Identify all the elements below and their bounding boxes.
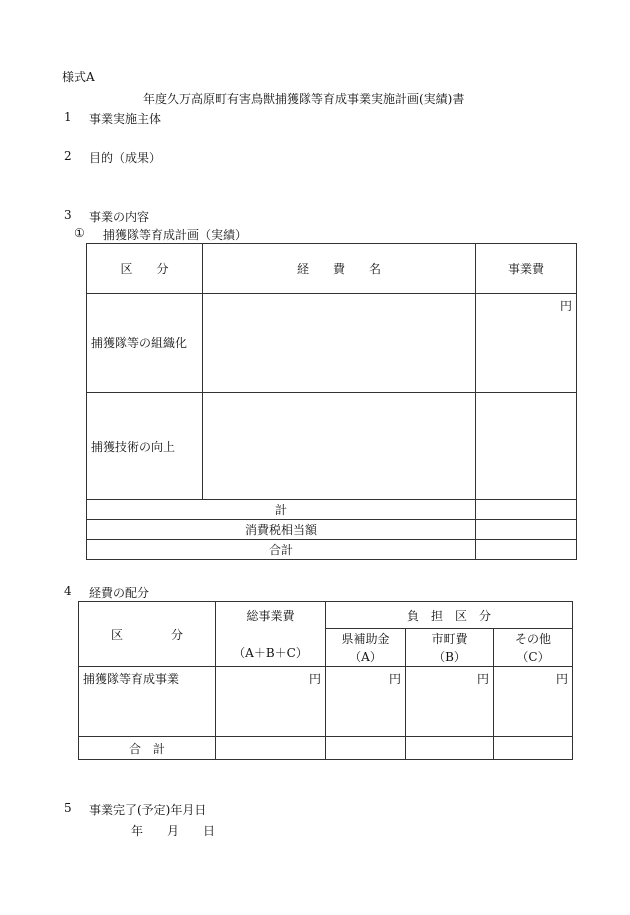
allocation-header-other bbox=[494, 629, 573, 667]
allocation-header-municipal bbox=[406, 629, 494, 667]
allocation-total-sum[interactable] bbox=[216, 737, 326, 760]
plan-row-organization-cost[interactable] bbox=[476, 294, 577, 393]
yen-unit: 円 bbox=[476, 672, 489, 686]
allocation-table bbox=[78, 601, 573, 760]
plan-tax-value[interactable] bbox=[476, 520, 577, 540]
subsection-1-title: 捕獲隊等育成計画（実績） bbox=[103, 228, 248, 242]
section-5-number: 5 bbox=[64, 801, 72, 815]
plan-row-organization: 捕獲隊等の組織化 bbox=[87, 294, 203, 393]
allocation-total-label: 合 計 bbox=[79, 737, 216, 760]
section-4-number: 4 bbox=[64, 584, 72, 598]
plan-row-technique-cost[interactable] bbox=[476, 393, 577, 500]
other-label: その他 bbox=[515, 631, 552, 646]
prefecture-label: 県補助金 bbox=[341, 631, 390, 646]
document-title: 年度久万高原町有害鳥獣捕獲隊等育成事業実施計画(実績)書 bbox=[143, 92, 465, 106]
allocation-header-total bbox=[216, 602, 326, 667]
allocation-header-total-formula: （A＋B＋C） bbox=[233, 646, 308, 660]
municipal-label: 市町費 bbox=[431, 631, 468, 646]
allocation-row-other[interactable] bbox=[494, 667, 573, 737]
section-1-title: 事業実施主体 bbox=[89, 112, 162, 126]
yen-unit: 円 bbox=[308, 672, 321, 686]
section-2-title: 目的（成果） bbox=[89, 151, 162, 165]
yen-unit: 円 bbox=[556, 672, 569, 686]
plan-row-organization-expense[interactable] bbox=[203, 294, 476, 393]
section-5-title: 事業完了(予定)年月日 bbox=[89, 803, 207, 817]
plan-total-label: 合計 bbox=[87, 540, 476, 560]
allocation-row-total[interactable] bbox=[216, 667, 326, 737]
allocation-header-total-label: 総事業費 bbox=[246, 609, 295, 623]
allocation-total-prefecture[interactable] bbox=[326, 737, 406, 760]
plan-row-technique: 捕獲技術の向上 bbox=[87, 393, 203, 500]
plan-row-technique-expense[interactable] bbox=[203, 393, 476, 500]
section-3-number: 3 bbox=[64, 208, 72, 222]
subsection-1-number: ① bbox=[74, 226, 85, 240]
allocation-total-municipal[interactable] bbox=[406, 737, 494, 760]
plan-header-expense-name: 経 費 名 bbox=[203, 244, 476, 294]
plan-subtotal-value[interactable] bbox=[476, 500, 577, 520]
prefecture-code: （A） bbox=[349, 649, 382, 664]
completion-date[interactable]: 年 月 日 bbox=[131, 824, 216, 838]
yen-unit: 円 bbox=[388, 672, 401, 686]
section-2-number: 2 bbox=[64, 149, 72, 163]
section-4-title: 経費の配分 bbox=[89, 586, 150, 600]
plan-header-cost: 事業費 bbox=[476, 244, 577, 294]
plan-total-value[interactable] bbox=[476, 540, 577, 560]
section-3-title: 事業の内容 bbox=[89, 210, 150, 224]
plan-tax-label: 消費税相当額 bbox=[87, 520, 476, 540]
allocation-header-prefecture bbox=[326, 629, 406, 667]
allocation-row-prefecture[interactable] bbox=[326, 667, 406, 737]
yen-unit: 円 bbox=[559, 299, 572, 313]
allocation-total-other[interactable] bbox=[494, 737, 573, 760]
section-1-number: 1 bbox=[64, 110, 72, 124]
allocation-row-municipal[interactable] bbox=[406, 667, 494, 737]
plan-header-category: 区 分 bbox=[87, 244, 203, 294]
form-label: 様式A bbox=[62, 70, 95, 84]
other-code: （C） bbox=[516, 649, 550, 664]
allocation-header-burden: 負 担 区 分 bbox=[326, 602, 573, 629]
plan-table bbox=[86, 243, 577, 560]
municipal-code: （B） bbox=[433, 649, 466, 664]
allocation-header-category: 区 分 bbox=[79, 602, 216, 667]
allocation-row-label: 捕獲隊等育成事業 bbox=[79, 667, 216, 737]
plan-subtotal-label: 計 bbox=[87, 500, 476, 520]
